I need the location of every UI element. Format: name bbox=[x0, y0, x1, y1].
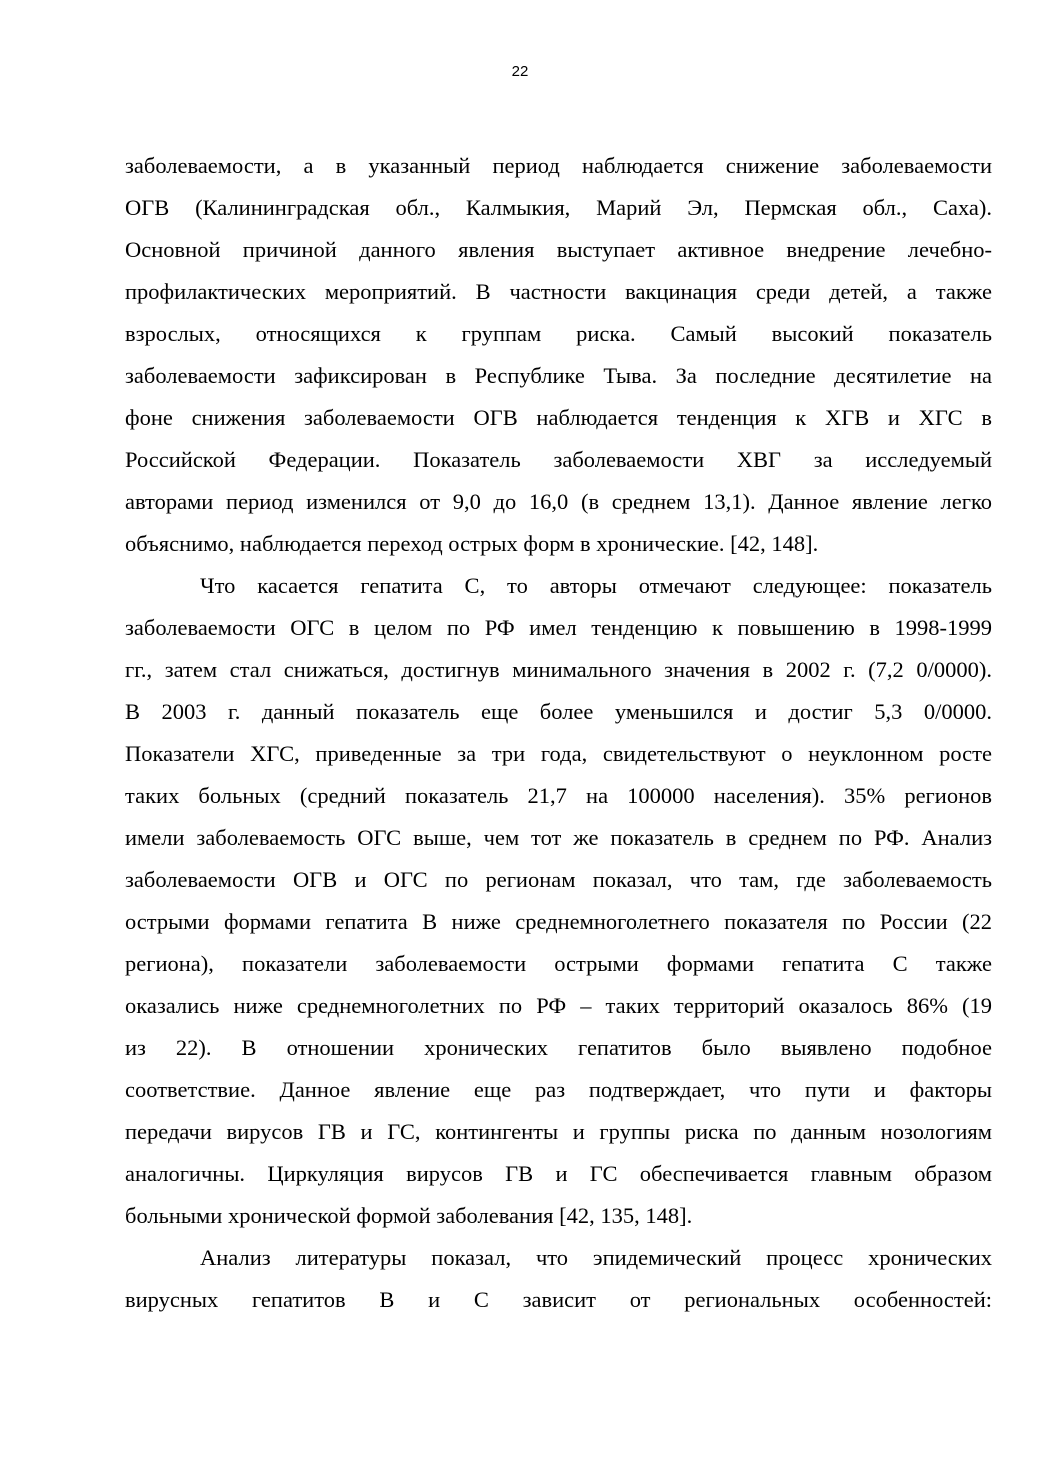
text-line: Показатели ХГС, приведенные за три года, свидетельствуют о неуклонном росте bbox=[125, 741, 992, 766]
text-line: заболеваемости зафиксирован в Республике Тыва. За последние десятилетие на bbox=[125, 363, 992, 388]
text-line: Основной причиной данного явления выступает активное внедрение лечебно- bbox=[125, 237, 992, 262]
text-line: аналогичны. Циркуляция вирусов ГВ и ГС обеспечивается главным образом bbox=[125, 1161, 992, 1186]
text-line: больными хронической формой заболевания [42, 135, 148]. bbox=[125, 1203, 693, 1228]
text-line: заболеваемости ОГВ и ОГС по регионам показал, что там, где заболеваемость bbox=[125, 867, 992, 892]
text-line: передачи вирусов ГВ и ГС, контингенты и группы риска по данным нозологиям bbox=[125, 1119, 992, 1144]
paragraph-3 bbox=[125, 1237, 992, 1321]
document-body bbox=[125, 145, 992, 1321]
text-line: оказались ниже среднемноголетних по РФ – таких территорий оказалось 86% (19 bbox=[125, 993, 992, 1018]
text-line: из 22). В отношении хронических гепатитов было выявлено подобное bbox=[125, 1035, 992, 1060]
text-line: ОГВ (Калининградская обл., Калмыкия, Марий Эл, Пермская обл., Саха). bbox=[125, 195, 992, 220]
text-line: вирусных гепатитов В и С зависит от региональных особенностей: bbox=[125, 1287, 992, 1312]
text-line: объяснимо, наблюдается переход острых форм в хронические. [42, 148]. bbox=[125, 531, 819, 556]
text-line: таких больных (средний показатель 21,7 на 100000 населения). 35% регионов bbox=[125, 783, 992, 808]
text-line: имели заболеваемость ОГС выше, чем тот же показатель в среднем по РФ. Анализ bbox=[125, 825, 992, 850]
text-line: Анализ литературы показал, что эпидемический процесс хронических bbox=[200, 1245, 992, 1270]
text-line: заболеваемости ОГС в целом по РФ имел тенденцию к повышению в 1998-1999 bbox=[125, 615, 992, 640]
text-line: гг., затем стал снижаться, достигнув минимального значения в 2002 г. (7,2 0/0000). bbox=[125, 657, 992, 682]
text-line: соответствие. Данное явление еще раз подтверждает, что пути и факторы bbox=[125, 1077, 992, 1102]
text-line: авторами период изменился от 9,0 до 16,0 (в среднем 13,1). Данное явление легко bbox=[125, 489, 992, 514]
text-line: Что касается гепатита С, то авторы отмечают следующее: показатель bbox=[200, 573, 992, 598]
text-line: взрослых, относящихся к группам риска. Самый высокий показатель bbox=[125, 321, 992, 346]
text-line: региона), показатели заболеваемости острыми формами гепатита С также bbox=[125, 951, 992, 976]
text-line: В 2003 г. данный показатель еще более уменьшился и достиг 5,3 0/0000. bbox=[125, 699, 992, 724]
text-line: Российской Федерации. Показатель заболеваемости ХВГ за исследуемый bbox=[125, 447, 992, 472]
text-line: фоне снижения заболеваемости ОГВ наблюдается тенденция к ХГВ и ХГС в bbox=[125, 405, 992, 430]
page-number: 22 bbox=[511, 63, 529, 80]
paragraph-2 bbox=[125, 565, 992, 1237]
text-line: острыми формами гепатита В ниже среднемноголетнего показателя по России (22 bbox=[125, 909, 992, 934]
text-line: заболеваемости, а в указанный период наблюдается снижение заболеваемости bbox=[125, 153, 992, 178]
text-line: профилактических мероприятий. В частности вакцинация среди детей, а также bbox=[125, 279, 992, 304]
paragraph-1 bbox=[125, 145, 992, 565]
